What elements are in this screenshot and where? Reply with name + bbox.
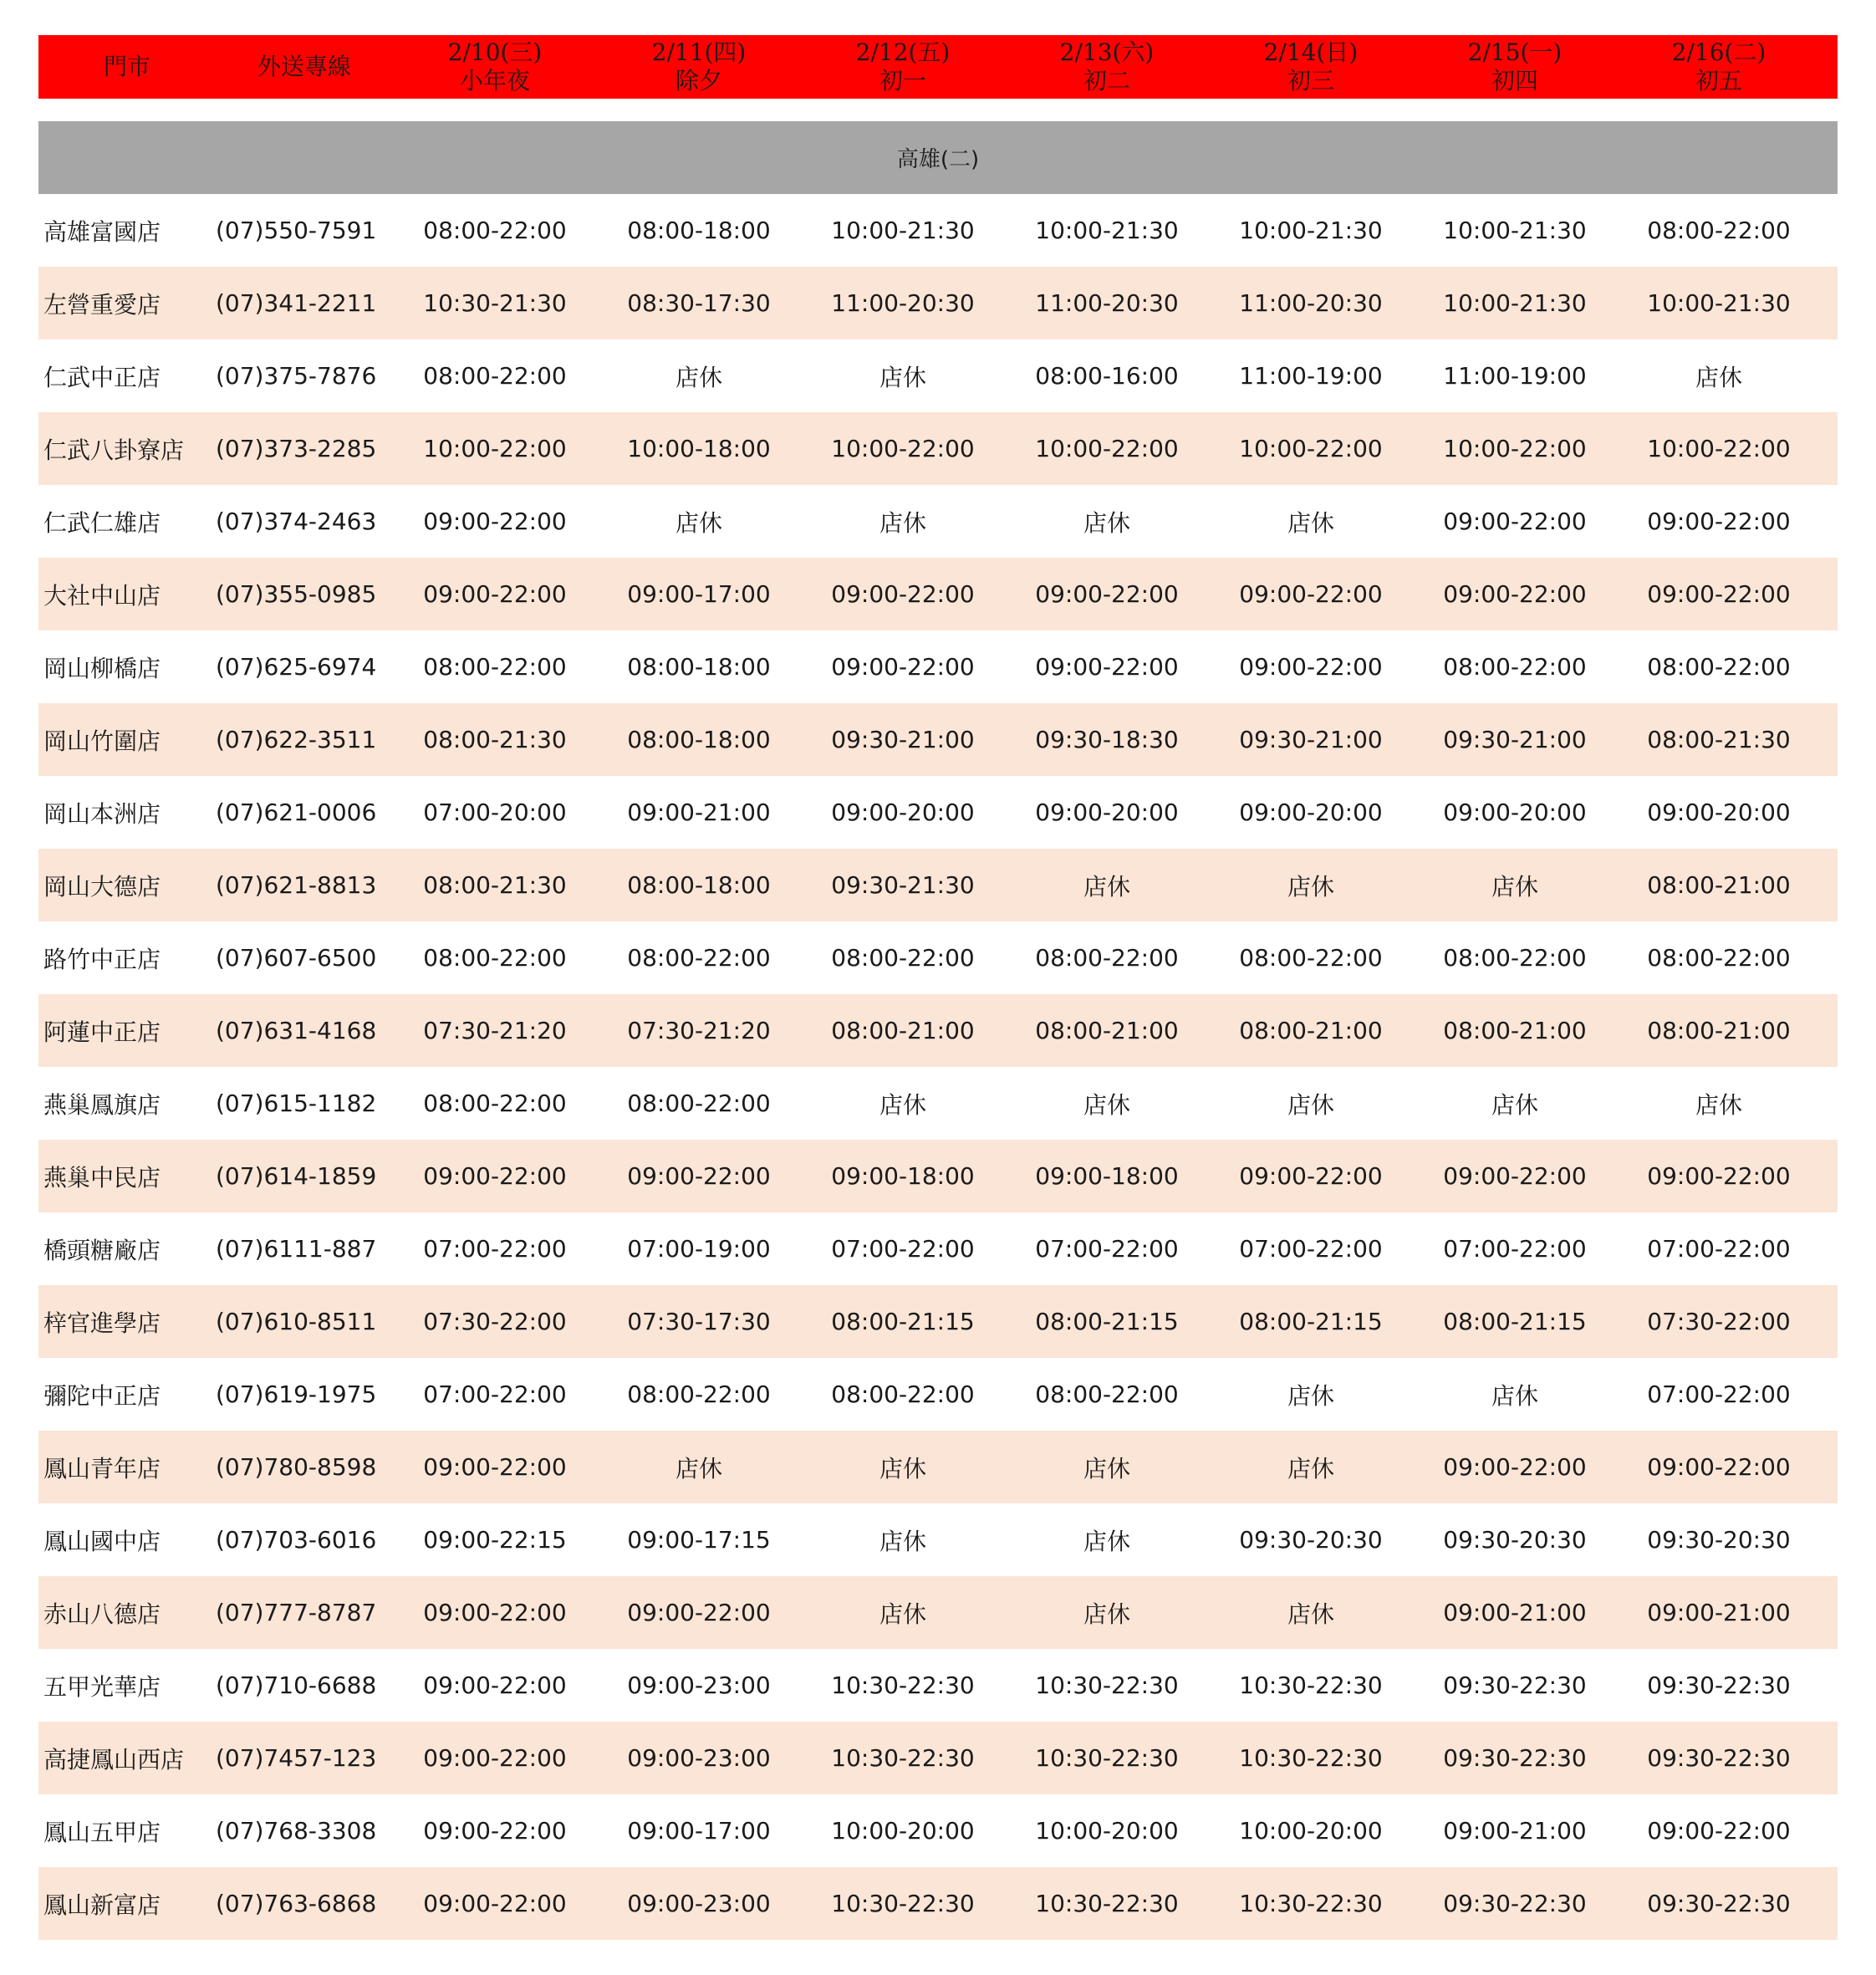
store-name: 仁武仁雄店 (43, 508, 161, 537)
table-row (38, 267, 1838, 339)
delivery-phone: (07)355-0985 (216, 580, 377, 608)
delivery-phone: (07)550-7591 (216, 217, 377, 244)
delivery-phone: (07)341-2211 (216, 289, 377, 317)
hours-cell: 11:00-20:30 (1035, 289, 1179, 317)
header-day-label: 初三 (1287, 67, 1334, 94)
hours-cell: 07:30-21:20 (627, 1017, 771, 1044)
table-row (38, 1431, 1838, 1503)
hours-cell: 店休 (1287, 1600, 1334, 1628)
hours-cell: 08:00-22:00 (627, 1380, 771, 1408)
hours-cell: 08:00-21:00 (1239, 1017, 1383, 1044)
hours-cell: 08:00-18:00 (627, 871, 771, 899)
delivery-phone: (07)622-3511 (216, 726, 377, 753)
hours-cell: 09:00-18:00 (831, 1162, 975, 1190)
hours-cell: 09:00-20:00 (831, 799, 975, 826)
hours-cell: 店休 (675, 1454, 722, 1483)
hours-cell: 08:00-22:00 (1647, 217, 1791, 244)
header-day (1413, 35, 1617, 99)
hours-cell: 08:00-22:00 (831, 1380, 975, 1408)
delivery-phone: (07)710-6688 (216, 1671, 377, 1699)
hours-cell: 09:30-20:30 (1443, 1526, 1587, 1554)
hours-cell: 09:00-22:00 (831, 653, 975, 681)
header-day-date: 2/15(一) (1467, 38, 1562, 66)
hours-cell: 09:30-22:30 (1443, 1671, 1587, 1699)
hours-cell: 09:30-21:00 (831, 726, 975, 753)
hours-cell: 10:30-22:30 (831, 1671, 975, 1699)
hours-cell: 10:00-21:30 (831, 217, 975, 244)
hours-cell: 09:00-22:00 (423, 1162, 567, 1190)
store-name: 高捷鳳山西店 (43, 1745, 185, 1773)
hours-cell: 07:00-22:00 (1647, 1380, 1791, 1408)
table-row (38, 485, 1838, 558)
store-name: 岡山大德店 (43, 872, 161, 901)
hours-cell: 10:00-21:30 (1443, 217, 1587, 244)
delivery-phone: (07)777-8787 (216, 1599, 377, 1626)
hours-cell: 10:30-22:30 (1239, 1744, 1383, 1772)
table-header (38, 35, 1838, 99)
hours-cell: 08:00-21:00 (831, 1017, 975, 1044)
table-row (38, 1212, 1838, 1285)
store-name: 赤山八德店 (43, 1600, 161, 1628)
hours-cell: 10:00-22:00 (1035, 435, 1179, 462)
hours-cell: 08:00-18:00 (627, 726, 771, 753)
hours-cell: 08:00-22:00 (1035, 944, 1179, 972)
hours-cell: 店休 (675, 363, 722, 391)
delivery-phone: (07)373-2285 (216, 435, 377, 462)
hours-cell: 07:00-22:00 (1035, 1235, 1179, 1263)
table-row (38, 1358, 1838, 1431)
table-row (38, 1867, 1838, 1940)
hours-cell: 08:00-22:00 (423, 653, 567, 681)
hours-cell: 09:30-21:30 (831, 871, 975, 899)
header-store-label: 門市 (103, 53, 150, 80)
header-day-label: 初二 (1083, 67, 1130, 94)
header-day-date: 2/14(日) (1263, 38, 1359, 66)
hours-cell: 09:00-21:00 (1647, 1599, 1791, 1626)
hours-cell: 08:00-22:00 (1647, 653, 1791, 681)
hours-cell: 09:00-23:00 (627, 1671, 771, 1699)
table-row (38, 1576, 1838, 1649)
hours-cell: 08:00-22:00 (423, 1090, 567, 1117)
delivery-phone: (07)607-6500 (216, 944, 377, 972)
table-row (38, 994, 1838, 1067)
table-row (38, 1067, 1838, 1140)
hours-cell: 店休 (1695, 1090, 1742, 1119)
store-name: 梓官進學店 (43, 1309, 161, 1337)
hours-cell: 09:00-22:00 (1443, 1162, 1587, 1190)
hours-cell: 09:00-22:00 (1647, 1453, 1791, 1481)
store-name: 路竹中正店 (43, 945, 161, 973)
hours-cell: 09:00-22:00 (1035, 653, 1179, 681)
table-row (38, 1722, 1838, 1794)
hours-cell: 08:00-22:00 (1239, 944, 1383, 972)
hours-cell: 10:00-22:00 (423, 435, 567, 462)
header-day (393, 35, 597, 99)
delivery-phone: (07)7457-123 (216, 1744, 377, 1772)
hours-cell: 10:30-22:30 (1035, 1671, 1179, 1699)
hours-cell: 09:00-22:00 (1239, 653, 1383, 681)
hours-cell: 08:00-21:15 (831, 1308, 975, 1335)
hours-cell: 09:00-18:00 (1035, 1162, 1179, 1190)
header-day-date: 2/16(二) (1671, 38, 1766, 66)
hours-cell: 09:30-22:30 (1647, 1671, 1791, 1699)
store-rows (38, 194, 1838, 1940)
delivery-phone: (07)703-6016 (216, 1526, 377, 1554)
store-name: 岡山柳橋店 (43, 654, 161, 682)
hours-cell: 店休 (1083, 1454, 1130, 1483)
hours-cell: 08:00-21:00 (1035, 1017, 1179, 1044)
hours-cell: 10:00-21:30 (1443, 289, 1587, 317)
hours-cell: 10:00-21:30 (1239, 217, 1383, 244)
hours-cell: 08:00-21:15 (1035, 1308, 1179, 1335)
hours-cell: 08:00-22:00 (1443, 944, 1587, 972)
store-name: 岡山本洲店 (43, 799, 161, 828)
hours-cell: 10:00-20:00 (1035, 1817, 1179, 1845)
hours-cell: 店休 (1695, 363, 1742, 391)
hours-cell: 08:00-21:15 (1239, 1308, 1383, 1335)
delivery-phone: (07)374-2463 (216, 508, 377, 535)
hours-cell: 08:00-22:00 (627, 944, 771, 972)
hours-cell: 07:30-22:00 (1647, 1308, 1791, 1335)
hours-cell: 10:00-21:30 (1647, 289, 1791, 317)
hours-cell: 08:00-22:00 (423, 944, 567, 972)
store-name: 仁武八卦寮店 (43, 436, 185, 464)
hours-cell: 10:30-22:30 (831, 1744, 975, 1772)
delivery-phone: (07)763-6868 (216, 1890, 377, 1917)
table-row (38, 921, 1838, 994)
hours-cell: 店休 (1083, 872, 1130, 901)
hours-cell: 08:00-22:00 (423, 217, 567, 244)
hours-cell: 11:00-20:30 (831, 289, 975, 317)
hours-cell: 11:00-20:30 (1239, 289, 1383, 317)
store-name: 阿蓮中正店 (43, 1018, 161, 1046)
hours-cell: 11:00-19:00 (1239, 362, 1383, 390)
hours-cell: 09:00-21:00 (1443, 1599, 1587, 1626)
hours-cell: 07:00-22:00 (1239, 1235, 1383, 1263)
hours-cell: 09:00-22:00 (1647, 1162, 1791, 1190)
hours-cell: 店休 (1287, 1454, 1334, 1483)
store-name: 鳳山五甲店 (43, 1818, 161, 1846)
delivery-phone: (07)375-7876 (216, 362, 377, 390)
hours-cell: 09:30-22:30 (1443, 1744, 1587, 1772)
header-day-label: 小年夜 (459, 67, 530, 94)
hours-cell: 09:00-22:00 (423, 580, 567, 608)
hours-cell: 09:00-22:00 (1647, 580, 1791, 608)
table-row (38, 1794, 1838, 1867)
hours-cell: 10:00-22:00 (1647, 435, 1791, 462)
header-day-label: 初四 (1491, 67, 1538, 94)
hours-cell: 09:00-22:00 (423, 1744, 567, 1772)
hours-cell: 09:00-23:00 (627, 1744, 771, 1772)
hours-cell: 08:00-21:00 (1443, 1017, 1587, 1044)
hours-cell: 08:00-21:30 (423, 726, 567, 753)
hours-cell: 09:00-22:00 (627, 1599, 771, 1626)
hours-cell: 店休 (879, 363, 926, 391)
hours-cell: 08:00-22:00 (1035, 1380, 1179, 1408)
table-row (38, 1140, 1838, 1212)
hours-cell: 10:00-22:00 (1443, 435, 1587, 462)
delivery-phone: (07)625-6974 (216, 653, 377, 681)
store-name: 燕巢鳳旗店 (43, 1090, 161, 1119)
region-heading: 高雄(二) (38, 121, 1838, 194)
hours-cell: 08:00-21:15 (1443, 1308, 1587, 1335)
hours-cell: 09:00-22:00 (423, 1599, 567, 1626)
hours-cell: 09:30-21:00 (1239, 726, 1383, 753)
hours-cell: 10:00-22:00 (831, 435, 975, 462)
delivery-phone: (07)6111-887 (216, 1235, 377, 1263)
hours-cell: 10:30-22:30 (831, 1890, 975, 1917)
hours-cell: 店休 (1287, 872, 1334, 901)
hours-cell: 08:00-21:00 (1647, 1017, 1791, 1044)
hours-cell: 10:00-20:00 (1239, 1817, 1383, 1845)
hours-cell: 09:00-22:00 (1443, 508, 1587, 535)
hours-cell: 09:00-22:00 (1647, 508, 1791, 535)
hours-cell: 店休 (1083, 1090, 1130, 1119)
hours-cell: 08:00-18:00 (627, 653, 771, 681)
hours-cell: 07:00-22:00 (1443, 1235, 1587, 1263)
table-row (38, 703, 1838, 776)
hours-cell: 店休 (879, 1600, 926, 1628)
hours-cell: 09:00-20:00 (1239, 799, 1383, 826)
hours-cell: 09:00-21:00 (627, 799, 771, 826)
hours-cell: 10:30-21:30 (423, 289, 567, 317)
delivery-phone: (07)780-8598 (216, 1453, 377, 1481)
delivery-phone: (07)619-1975 (216, 1380, 377, 1408)
hours-cell: 07:00-22:00 (423, 1380, 567, 1408)
store-name: 鳳山青年店 (43, 1454, 161, 1483)
header-day (1617, 35, 1821, 99)
hours-cell: 09:00-22:15 (423, 1526, 567, 1554)
store-name: 鳳山國中店 (43, 1527, 161, 1555)
hours-cell: 09:00-22:00 (1239, 580, 1383, 608)
hours-cell: 07:30-21:20 (423, 1017, 567, 1044)
hours-cell: 09:00-22:00 (423, 1453, 567, 1481)
header-day-label: 初五 (1695, 67, 1742, 94)
hours-cell: 09:30-20:30 (1647, 1526, 1791, 1554)
hours-cell: 08:00-22:00 (423, 362, 567, 390)
hours-cell: 08:00-16:00 (1035, 362, 1179, 390)
hours-cell: 店休 (879, 1527, 926, 1555)
hours-cell: 店休 (1287, 1090, 1334, 1119)
hours-cell: 08:00-22:00 (831, 944, 975, 972)
delivery-phone: (07)615-1182 (216, 1090, 377, 1117)
store-name: 彌陀中正店 (43, 1381, 161, 1410)
header-day (1005, 35, 1209, 99)
hours-cell: 店休 (879, 1090, 926, 1119)
hours-cell: 08:00-21:30 (1647, 726, 1791, 753)
hours-cell: 09:30-22:30 (1647, 1744, 1791, 1772)
header-day (597, 35, 801, 99)
hours-cell: 09:30-18:30 (1035, 726, 1179, 753)
table-row (38, 776, 1838, 849)
hours-cell: 09:00-22:00 (423, 508, 567, 535)
hours-cell: 店休 (1491, 1090, 1538, 1119)
delivery-phone: (07)631-4168 (216, 1017, 377, 1044)
hours-cell: 09:30-20:30 (1239, 1526, 1383, 1554)
header-day-date: 2/13(六) (1059, 38, 1155, 66)
store-name: 高雄富國店 (43, 217, 161, 246)
table-row (38, 1649, 1838, 1722)
table-row (38, 412, 1838, 485)
store-name: 鳳山新富店 (43, 1891, 161, 1919)
hours-cell: 07:00-22:00 (1647, 1235, 1791, 1263)
delivery-phone: (07)621-0006 (216, 799, 377, 826)
table-row (38, 194, 1838, 267)
hours-cell: 店休 (675, 508, 722, 537)
table-row (38, 849, 1838, 921)
hours-cell: 10:30-22:30 (1239, 1890, 1383, 1917)
delivery-phone: (07)614-1859 (216, 1162, 377, 1190)
hours-cell: 店休 (1287, 508, 1334, 537)
table-row (38, 558, 1838, 630)
holiday-hours-table (38, 35, 1838, 1940)
hours-cell: 09:00-22:00 (1443, 1453, 1587, 1481)
table-row (38, 339, 1838, 412)
hours-cell: 09:00-20:00 (1647, 799, 1791, 826)
hours-cell: 09:30-21:00 (1443, 726, 1587, 753)
hours-cell: 09:00-20:00 (1443, 799, 1587, 826)
hours-cell: 店休 (1491, 1381, 1538, 1410)
table-row (38, 630, 1838, 703)
header-day-label: 初一 (879, 67, 926, 94)
store-name: 左營重愛店 (43, 290, 161, 319)
hours-cell: 09:00-22:00 (423, 1671, 567, 1699)
hours-cell: 09:00-17:15 (627, 1526, 771, 1554)
header-spacer (38, 99, 1838, 121)
hours-cell: 07:00-20:00 (423, 799, 567, 826)
header-day-label: 除夕 (675, 67, 722, 94)
hours-cell: 09:30-22:30 (1647, 1890, 1791, 1917)
table-row (38, 1503, 1838, 1576)
header-day (1209, 35, 1413, 99)
hours-cell: 09:00-22:00 (423, 1890, 567, 1917)
hours-cell: 08:00-22:00 (627, 1090, 771, 1117)
hours-cell: 09:00-21:00 (1443, 1817, 1587, 1845)
hours-cell: 09:00-22:00 (1647, 1817, 1791, 1845)
hours-cell: 店休 (1083, 508, 1130, 537)
hours-cell: 09:00-22:00 (627, 1162, 771, 1190)
table-row (38, 1285, 1838, 1358)
hours-cell: 09:00-20:00 (1035, 799, 1179, 826)
hours-cell: 08:30-17:30 (627, 289, 771, 317)
header-day-date: 2/11(四) (651, 38, 747, 66)
hours-cell: 07:30-17:30 (627, 1308, 771, 1335)
hours-cell: 08:00-21:00 (1647, 871, 1791, 899)
header-day-date: 2/12(五) (855, 38, 951, 66)
hours-cell: 09:00-23:00 (627, 1890, 771, 1917)
header-day-date: 2/10(三) (447, 38, 543, 66)
delivery-phone: (07)768-3308 (216, 1817, 377, 1845)
hours-cell: 09:00-22:00 (1239, 1162, 1383, 1190)
hours-cell: 10:30-22:30 (1239, 1671, 1383, 1699)
hours-cell: 店休 (1287, 1381, 1334, 1410)
hours-cell: 09:00-22:00 (831, 580, 975, 608)
delivery-phone: (07)610-8511 (216, 1308, 377, 1335)
hours-cell: 10:00-22:00 (1239, 435, 1383, 462)
delivery-phone: (07)621-8813 (216, 871, 377, 899)
store-name: 仁武中正店 (43, 363, 161, 391)
hours-cell: 店休 (1491, 872, 1538, 901)
hours-cell: 店休 (1083, 1527, 1130, 1555)
hours-cell: 店休 (879, 1454, 926, 1483)
hours-cell: 10:00-21:30 (1035, 217, 1179, 244)
hours-cell: 09:00-22:00 (1035, 580, 1179, 608)
hours-cell: 10:30-22:30 (1035, 1890, 1179, 1917)
hours-cell: 07:00-22:00 (423, 1235, 567, 1263)
store-name: 大社中山店 (43, 581, 161, 610)
hours-cell: 07:00-22:00 (831, 1235, 975, 1263)
hours-cell: 09:00-17:00 (627, 580, 771, 608)
hours-cell: 08:00-22:00 (1647, 944, 1791, 972)
hours-cell: 08:00-22:00 (1443, 653, 1587, 681)
store-name: 燕巢中民店 (43, 1163, 161, 1192)
header-phone-label: 外送專線 (257, 53, 351, 80)
hours-cell: 08:00-18:00 (627, 217, 771, 244)
store-name: 五甲光華店 (43, 1672, 161, 1701)
header-phone (216, 35, 393, 99)
hours-cell: 09:30-22:30 (1443, 1890, 1587, 1917)
store-name: 橋頭糖廠店 (43, 1236, 161, 1264)
hours-cell: 10:00-18:00 (627, 435, 771, 462)
hours-cell: 07:00-19:00 (627, 1235, 771, 1263)
hours-cell: 10:00-20:00 (831, 1817, 975, 1845)
header-day (801, 35, 1005, 99)
store-name: 岡山竹圍店 (43, 727, 161, 755)
hours-cell: 09:00-17:00 (627, 1817, 771, 1845)
hours-cell: 07:30-22:00 (423, 1308, 567, 1335)
hours-cell: 11:00-19:00 (1443, 362, 1587, 390)
header-store (38, 35, 216, 99)
hours-cell: 09:00-22:00 (1443, 580, 1587, 608)
hours-cell: 10:30-22:30 (1035, 1744, 1179, 1772)
hours-cell: 09:00-22:00 (423, 1817, 567, 1845)
hours-cell: 店休 (1083, 1600, 1130, 1628)
hours-cell: 店休 (879, 508, 926, 537)
hours-cell: 08:00-21:30 (423, 871, 567, 899)
